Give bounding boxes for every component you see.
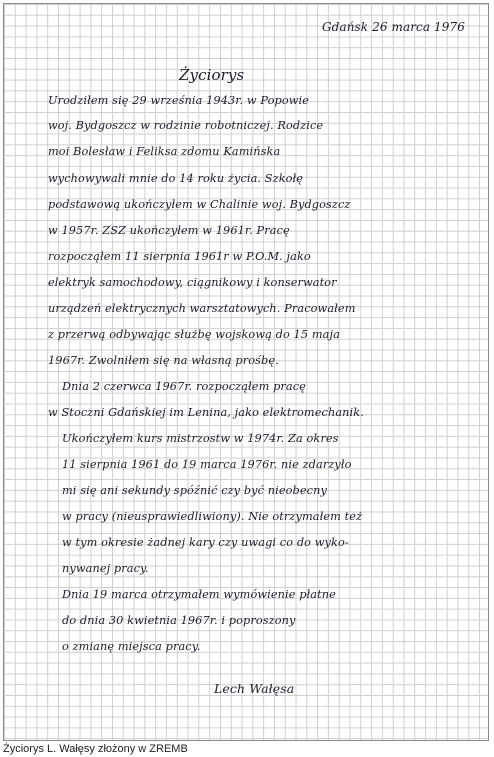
body-line: Urodziłem się 29 września 1943r. w Popowie <box>48 94 310 107</box>
body-line: urządzeń elektrycznych warsztatowych. Pracowałem <box>48 302 356 315</box>
body-line: nywanej pracy. <box>62 562 149 575</box>
body-line: do dnia 30 kwietnia 1967r. i poproszony <box>62 614 296 627</box>
body-line: wychowywali mnie do 14 roku życia. Szkołę <box>48 172 304 185</box>
body-line: 11 sierpnia 1961 do 19 marca 1976r. nie zdarzyło <box>62 458 352 471</box>
date-line: Gdańsk 26 marca 1976 <box>322 20 465 34</box>
grid-paper-sheet <box>3 3 489 741</box>
body-line: mi się ani sekundy spóźnić czy być nieobecny <box>62 484 327 497</box>
body-line: podstawową ukończyłem w Chalinie woj. Bydgoszcz <box>48 198 351 211</box>
body-line: woj. Bydgoszcz w rodzinie robotniczej. Rodzice <box>48 119 324 132</box>
body-line: w Stoczni Gdańskiej im Lenina, jako elektromechanik. <box>48 406 364 419</box>
body-line: rozpocząłem 11 sierpnia 1961r w P.O.M. jako <box>48 250 311 263</box>
image-caption: Życiorys L. Wałęsy złożony w ZREMB <box>3 743 188 755</box>
document-title: Życiorys <box>179 66 245 84</box>
body-line: 1967r. Zwolniłem się na własną prośbę. <box>48 354 279 367</box>
body-line: Ukończyłem kurs mistrzostw w 1974r. Za okres <box>62 432 339 445</box>
body-line: z przerwą odbywając służbę wojskową do 15 maja <box>48 328 340 341</box>
body-line: elektryk samochodowy, ciągnikowy i konserwator <box>48 276 337 289</box>
body-line: Dnia 19 marca otrzymałem wymówienie płatne <box>62 588 336 601</box>
body-line: w 1957r. ZSZ ukończyłem w 1961r. Pracę <box>48 224 290 237</box>
body-line: w tym okresie żadnej kary czy uwagi co do wyko- <box>62 536 349 549</box>
signature: Lech Wałęsa <box>214 681 295 696</box>
body-line: w pracy (nieusprawiedliwiony). Nie otrzymałem też <box>62 510 363 523</box>
body-line: moi Bolesław i Feliksa zdomu Kamińska <box>48 145 281 158</box>
body-line: Dnia 2 czerwca 1967r. rozpocząłem pracę <box>62 380 306 393</box>
body-line: o zmianę miejsca pracy. <box>62 640 201 653</box>
